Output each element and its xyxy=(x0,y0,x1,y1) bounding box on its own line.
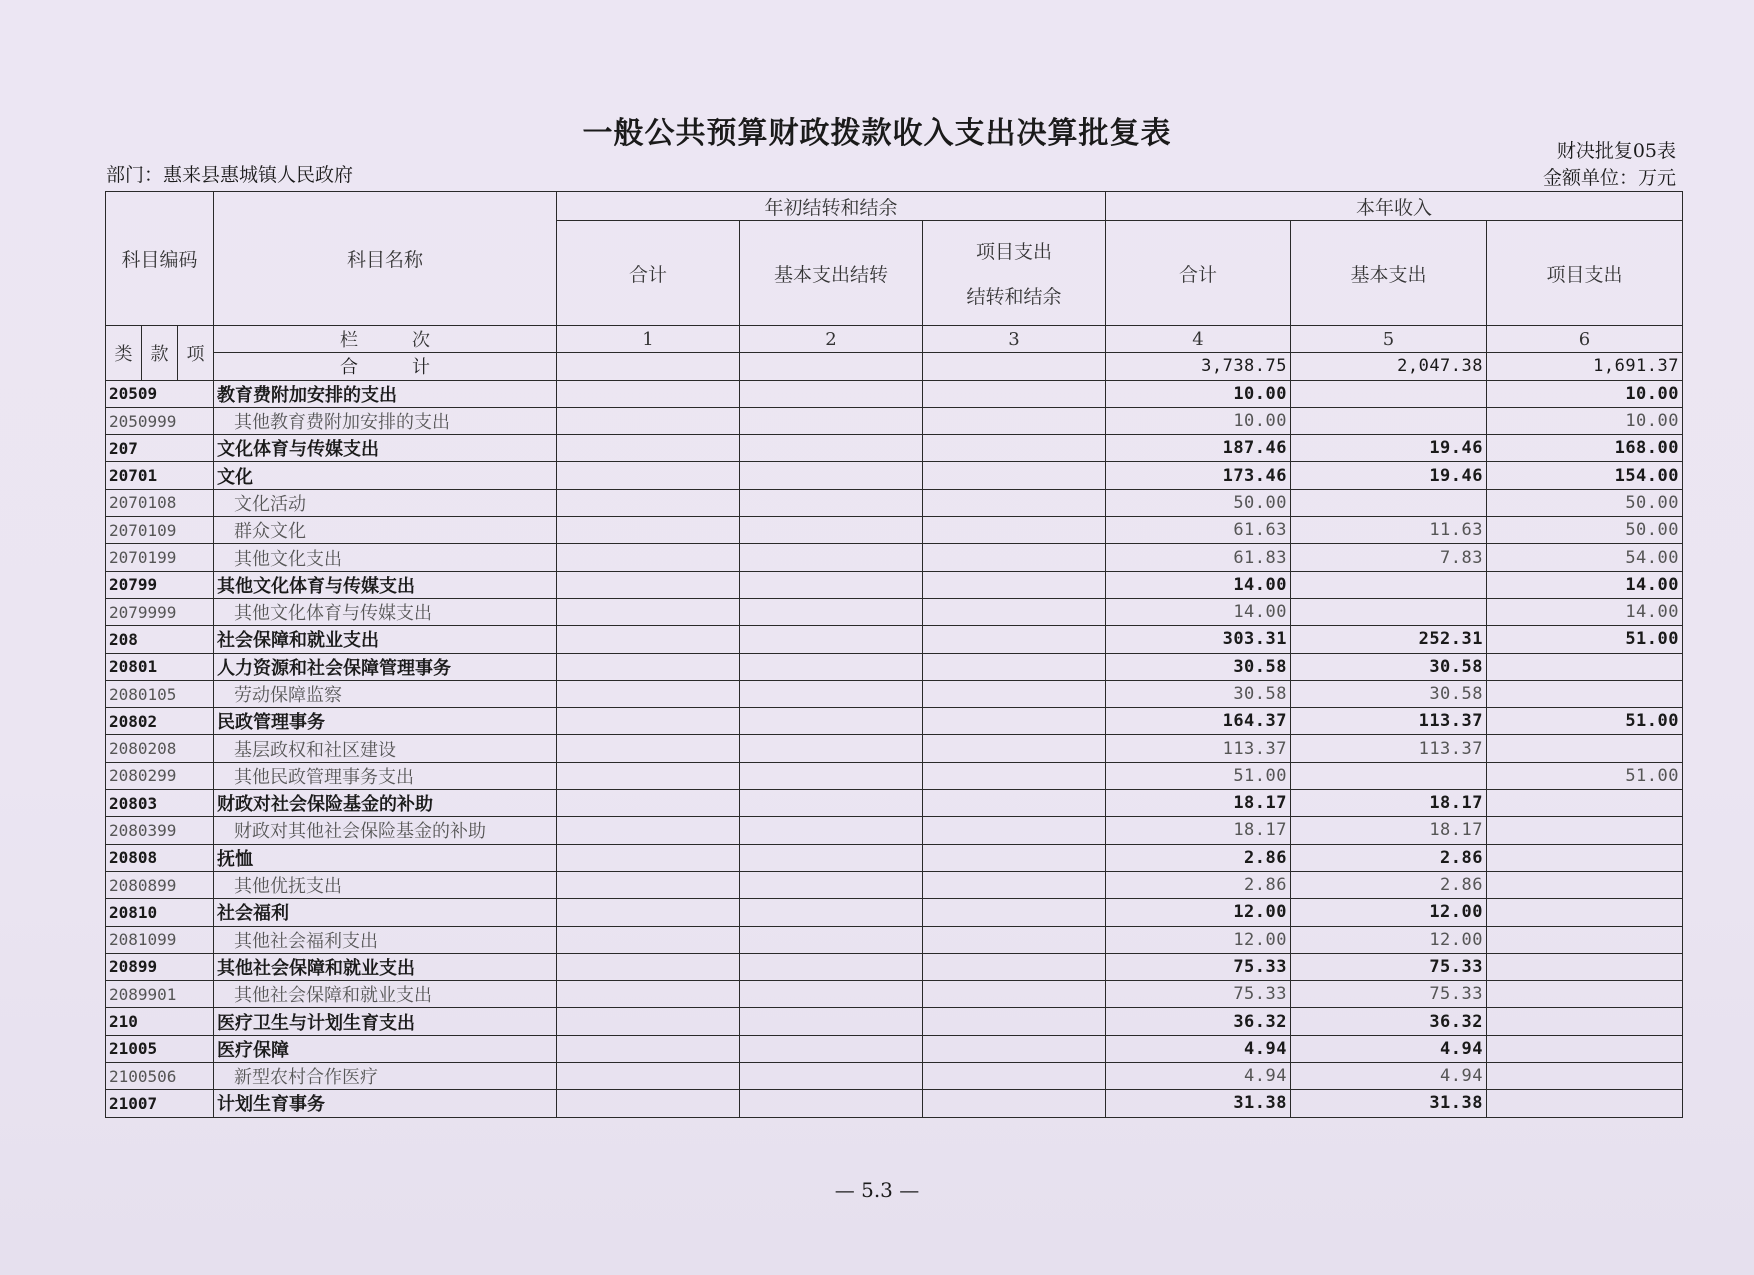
table-row xyxy=(106,817,1683,844)
row-c1 xyxy=(557,926,740,953)
row-c1 xyxy=(557,626,740,653)
row-c4: 2.86 xyxy=(1106,871,1291,898)
row-c2 xyxy=(740,790,923,817)
row-code: 2070109 xyxy=(106,517,214,544)
row-c5: 2.86 xyxy=(1291,871,1487,898)
row-c4: 14.00 xyxy=(1106,598,1291,625)
total-c1 xyxy=(557,353,740,380)
colnum-5: 5 xyxy=(1291,326,1487,353)
table-row xyxy=(106,380,1683,407)
row-c1 xyxy=(557,871,740,898)
header-code: 科目编码 xyxy=(106,192,214,326)
row-c4: 12.00 xyxy=(1106,899,1291,926)
total-row xyxy=(106,353,1683,380)
row-c1 xyxy=(557,462,740,489)
header-c5: 基本支出 xyxy=(1291,221,1487,326)
row-c6: 50.00 xyxy=(1487,517,1683,544)
row-c4: 4.94 xyxy=(1106,1063,1291,1090)
colnum-6: 6 xyxy=(1487,326,1683,353)
row-c3 xyxy=(923,380,1106,407)
row-code: 207 xyxy=(106,435,214,462)
row-c5: 36.32 xyxy=(1291,1008,1487,1035)
row-c5: 19.46 xyxy=(1291,462,1487,489)
table-row xyxy=(106,489,1683,516)
row-c6: 154.00 xyxy=(1487,462,1683,489)
table-row xyxy=(106,435,1683,462)
row-c3 xyxy=(923,926,1106,953)
budget-table xyxy=(105,191,1683,1118)
row-c3 xyxy=(923,489,1106,516)
row-name: 医疗卫生与计划生育支出 xyxy=(214,1008,557,1035)
row-c1 xyxy=(557,489,740,516)
row-c3 xyxy=(923,626,1106,653)
row-c5 xyxy=(1291,762,1487,789)
row-name: 基层政权和社区建设 xyxy=(214,735,557,762)
row-c6 xyxy=(1487,817,1683,844)
row-c1 xyxy=(557,1035,740,1062)
table-row xyxy=(106,462,1683,489)
row-c4: 61.63 xyxy=(1106,517,1291,544)
row-c6 xyxy=(1487,871,1683,898)
row-c6 xyxy=(1487,735,1683,762)
table-row xyxy=(106,735,1683,762)
table-row xyxy=(106,626,1683,653)
row-c5 xyxy=(1291,489,1487,516)
row-c5: 12.00 xyxy=(1291,926,1487,953)
row-code: 2089901 xyxy=(106,981,214,1008)
row-c4: 113.37 xyxy=(1106,735,1291,762)
row-c1 xyxy=(557,517,740,544)
row-c1 xyxy=(557,380,740,407)
row-code: 20810 xyxy=(106,899,214,926)
table-row xyxy=(106,790,1683,817)
row-c4: 303.31 xyxy=(1106,626,1291,653)
row-c4: 12.00 xyxy=(1106,926,1291,953)
row-name: 民政管理事务 xyxy=(214,708,557,735)
row-code: 20899 xyxy=(106,953,214,980)
row-c6: 51.00 xyxy=(1487,762,1683,789)
row-c1 xyxy=(557,953,740,980)
row-c5: 31.38 xyxy=(1291,1090,1487,1117)
row-c3 xyxy=(923,680,1106,707)
row-c4: 75.33 xyxy=(1106,981,1291,1008)
table-row xyxy=(106,517,1683,544)
row-name: 其他教育费附加安排的支出 xyxy=(214,407,557,434)
table-row xyxy=(106,953,1683,980)
table-row xyxy=(106,680,1683,707)
row-name: 计划生育事务 xyxy=(214,1090,557,1117)
header-group-income: 本年收入 xyxy=(1106,192,1683,221)
row-c4: 173.46 xyxy=(1106,462,1291,489)
row-c6: 168.00 xyxy=(1487,435,1683,462)
row-c2 xyxy=(740,762,923,789)
row-c4: 10.00 xyxy=(1106,380,1291,407)
table-row xyxy=(106,571,1683,598)
row-c1 xyxy=(557,708,740,735)
table-row xyxy=(106,981,1683,1008)
row-c2 xyxy=(740,926,923,953)
row-c5: 19.46 xyxy=(1291,435,1487,462)
row-c2 xyxy=(740,544,923,571)
header-c1: 合计 xyxy=(557,221,740,326)
table-row xyxy=(106,708,1683,735)
row-name: 其他社会保障和就业支出 xyxy=(214,953,557,980)
row-c4: 4.94 xyxy=(1106,1035,1291,1062)
row-c4: 18.17 xyxy=(1106,790,1291,817)
row-code: 20799 xyxy=(106,571,214,598)
header-lei-kuan-xiang xyxy=(106,326,214,381)
row-c3 xyxy=(923,407,1106,434)
row-c4: 164.37 xyxy=(1106,708,1291,735)
row-c3 xyxy=(923,653,1106,680)
row-name: 财政对社会保险基金的补助 xyxy=(214,790,557,817)
row-c4: 50.00 xyxy=(1106,489,1291,516)
row-c3 xyxy=(923,762,1106,789)
row-c5 xyxy=(1291,598,1487,625)
row-c6: 50.00 xyxy=(1487,489,1683,516)
row-code: 20701 xyxy=(106,462,214,489)
row-c4: 31.38 xyxy=(1106,1090,1291,1117)
row-c6 xyxy=(1487,899,1683,926)
row-name: 抚恤 xyxy=(214,844,557,871)
colnum-1: 1 xyxy=(557,326,740,353)
row-c1 xyxy=(557,1063,740,1090)
row-c5: 30.58 xyxy=(1291,680,1487,707)
row-name: 其他民政管理事务支出 xyxy=(214,762,557,789)
row-c3 xyxy=(923,1035,1106,1062)
row-c3 xyxy=(923,708,1106,735)
row-c4: 14.00 xyxy=(1106,571,1291,598)
row-code: 2100506 xyxy=(106,1063,214,1090)
table-row xyxy=(106,762,1683,789)
row-c4: 51.00 xyxy=(1106,762,1291,789)
total-c5: 2,047.38 xyxy=(1291,353,1487,380)
row-c3 xyxy=(923,544,1106,571)
row-c1 xyxy=(557,407,740,434)
row-code: 20803 xyxy=(106,790,214,817)
amount-unit: 金额单位：万元 xyxy=(1542,167,1676,189)
row-c6 xyxy=(1487,1063,1683,1090)
form-code: 财决批复05表 xyxy=(1556,140,1676,162)
row-code: 208 xyxy=(106,626,214,653)
row-code: 2080105 xyxy=(106,680,214,707)
row-name: 新型农村合作医疗 xyxy=(214,1063,557,1090)
row-c6: 14.00 xyxy=(1487,571,1683,598)
row-c2 xyxy=(740,626,923,653)
row-c5: 113.37 xyxy=(1291,735,1487,762)
row-c6 xyxy=(1487,1090,1683,1117)
row-c6 xyxy=(1487,844,1683,871)
row-c3 xyxy=(923,953,1106,980)
row-c6: 14.00 xyxy=(1487,598,1683,625)
header-c3-line1: 项目支出 xyxy=(975,241,1052,263)
row-name: 社会保障和就业支出 xyxy=(214,626,557,653)
row-c5: 75.33 xyxy=(1291,981,1487,1008)
row-c1 xyxy=(557,735,740,762)
page-number: — 5.3 — xyxy=(834,1178,920,1202)
header-c2: 基本支出结转 xyxy=(740,221,923,326)
row-name: 文化活动 xyxy=(214,489,557,516)
row-c6: 10.00 xyxy=(1487,407,1683,434)
row-c4: 30.58 xyxy=(1106,653,1291,680)
row-c3 xyxy=(923,735,1106,762)
row-c3 xyxy=(923,462,1106,489)
table-row xyxy=(106,1008,1683,1035)
row-code: 21007 xyxy=(106,1090,214,1117)
row-c4: 30.58 xyxy=(1106,680,1291,707)
row-name: 文化体育与传媒支出 xyxy=(214,435,557,462)
row-c6: 51.00 xyxy=(1487,708,1683,735)
row-c2 xyxy=(740,735,923,762)
row-c3 xyxy=(923,844,1106,871)
row-c1 xyxy=(557,1090,740,1117)
total-c2 xyxy=(740,353,923,380)
row-code: 2080299 xyxy=(106,762,214,789)
row-name: 其他优抚支出 xyxy=(214,871,557,898)
header-lanci: 栏 次 xyxy=(214,326,557,353)
row-c1 xyxy=(557,653,740,680)
row-c5 xyxy=(1291,380,1487,407)
table-row xyxy=(106,871,1683,898)
row-c1 xyxy=(557,680,740,707)
row-c1 xyxy=(557,571,740,598)
row-c5: 12.00 xyxy=(1291,899,1487,926)
row-c2 xyxy=(740,1063,923,1090)
department-label: 部门：惠来县惠城镇人民政府 xyxy=(106,164,354,186)
row-c2 xyxy=(740,598,923,625)
row-c6 xyxy=(1487,653,1683,680)
row-c1 xyxy=(557,598,740,625)
row-c5: 7.83 xyxy=(1291,544,1487,571)
total-c4: 3,738.75 xyxy=(1106,353,1291,380)
table-row xyxy=(106,926,1683,953)
row-c1 xyxy=(557,844,740,871)
row-c6 xyxy=(1487,680,1683,707)
row-c2 xyxy=(740,462,923,489)
row-c2 xyxy=(740,407,923,434)
row-c5: 30.58 xyxy=(1291,653,1487,680)
row-name: 其他文化支出 xyxy=(214,544,557,571)
row-c1 xyxy=(557,899,740,926)
header-xiang: 项 xyxy=(186,343,205,365)
row-c6 xyxy=(1487,953,1683,980)
row-c3 xyxy=(923,790,1106,817)
row-name: 教育费附加安排的支出 xyxy=(214,380,557,407)
table-row xyxy=(106,1090,1683,1117)
row-c5: 2.86 xyxy=(1291,844,1487,871)
row-c1 xyxy=(557,817,740,844)
row-c6: 10.00 xyxy=(1487,380,1683,407)
row-c2 xyxy=(740,899,923,926)
total-label: 合 计 xyxy=(214,353,557,380)
row-c3 xyxy=(923,435,1106,462)
row-name: 群众文化 xyxy=(214,517,557,544)
row-c5 xyxy=(1291,407,1487,434)
row-c2 xyxy=(740,680,923,707)
row-code: 2080208 xyxy=(106,735,214,762)
table-row xyxy=(106,844,1683,871)
header-kuan: 款 xyxy=(141,326,177,380)
row-c2 xyxy=(740,817,923,844)
row-c3 xyxy=(923,571,1106,598)
table-row xyxy=(106,899,1683,926)
colnum-2: 2 xyxy=(740,326,923,353)
row-c4: 18.17 xyxy=(1106,817,1291,844)
table-row xyxy=(106,544,1683,571)
row-c3 xyxy=(923,871,1106,898)
row-c6 xyxy=(1487,926,1683,953)
table-row xyxy=(106,598,1683,625)
colnum-4: 4 xyxy=(1106,326,1291,353)
row-c4: 75.33 xyxy=(1106,953,1291,980)
row-c3 xyxy=(923,1090,1106,1117)
row-c6 xyxy=(1487,1035,1683,1062)
row-c5: 75.33 xyxy=(1291,953,1487,980)
row-c2 xyxy=(740,871,923,898)
row-c1 xyxy=(557,435,740,462)
row-code: 20509 xyxy=(106,380,214,407)
row-name: 社会福利 xyxy=(214,899,557,926)
row-c3 xyxy=(923,517,1106,544)
row-c2 xyxy=(740,380,923,407)
row-c5: 252.31 xyxy=(1291,626,1487,653)
row-code: 20802 xyxy=(106,708,214,735)
row-code: 21005 xyxy=(106,1035,214,1062)
row-c3 xyxy=(923,1008,1106,1035)
row-c3 xyxy=(923,598,1106,625)
row-c2 xyxy=(740,435,923,462)
row-c5: 113.37 xyxy=(1291,708,1487,735)
row-code: 2070108 xyxy=(106,489,214,516)
row-c2 xyxy=(740,1035,923,1062)
row-c2 xyxy=(740,708,923,735)
row-c5: 18.17 xyxy=(1291,790,1487,817)
row-c4: 61.83 xyxy=(1106,544,1291,571)
row-name: 其他文化体育与传媒支出 xyxy=(214,598,557,625)
row-c3 xyxy=(923,981,1106,1008)
row-code: 2079999 xyxy=(106,598,214,625)
row-c3 xyxy=(923,899,1106,926)
row-c2 xyxy=(740,981,923,1008)
header-group-carryover: 年初结转和结余 xyxy=(557,192,1106,221)
row-c6: 51.00 xyxy=(1487,626,1683,653)
row-c2 xyxy=(740,953,923,980)
row-code: 2080899 xyxy=(106,871,214,898)
row-name: 医疗保障 xyxy=(214,1035,557,1062)
row-c5: 18.17 xyxy=(1291,817,1487,844)
header-c3 xyxy=(923,221,1106,326)
table-row xyxy=(106,407,1683,434)
row-name: 人力资源和社会保障管理事务 xyxy=(214,653,557,680)
row-c6 xyxy=(1487,790,1683,817)
row-c1 xyxy=(557,1008,740,1035)
header-name: 科目名称 xyxy=(214,192,557,326)
row-c1 xyxy=(557,981,740,1008)
row-code: 20808 xyxy=(106,844,214,871)
row-c1 xyxy=(557,544,740,571)
row-code: 2070199 xyxy=(106,544,214,571)
row-c3 xyxy=(923,1063,1106,1090)
header-c6: 项目支出 xyxy=(1487,221,1683,326)
table-row xyxy=(106,1035,1683,1062)
row-c5: 11.63 xyxy=(1291,517,1487,544)
row-c6 xyxy=(1487,1008,1683,1035)
row-c2 xyxy=(740,517,923,544)
row-c5: 4.94 xyxy=(1291,1035,1487,1062)
row-c2 xyxy=(740,1090,923,1117)
row-c2 xyxy=(740,571,923,598)
total-c3 xyxy=(923,353,1106,380)
row-c2 xyxy=(740,489,923,516)
row-c4: 187.46 xyxy=(1106,435,1291,462)
row-c2 xyxy=(740,653,923,680)
header-c3-line2: 结转和结余 xyxy=(966,286,1062,308)
row-c1 xyxy=(557,790,740,817)
row-name: 其他社会保障和就业支出 xyxy=(214,981,557,1008)
row-name: 财政对其他社会保险基金的补助 xyxy=(214,817,557,844)
row-code: 20801 xyxy=(106,653,214,680)
row-c4: 10.00 xyxy=(1106,407,1291,434)
row-c2 xyxy=(740,1008,923,1035)
row-name: 劳动保障监察 xyxy=(214,680,557,707)
row-code: 2080399 xyxy=(106,817,214,844)
row-c2 xyxy=(740,844,923,871)
row-code: 2081099 xyxy=(106,926,214,953)
row-name: 文化 xyxy=(214,462,557,489)
row-c4: 2.86 xyxy=(1106,844,1291,871)
row-code: 2050999 xyxy=(106,407,214,434)
page-title: 一般公共预算财政拨款收入支出决算批复表 xyxy=(582,116,1172,151)
table-row xyxy=(106,653,1683,680)
row-c3 xyxy=(923,817,1106,844)
row-c5: 4.94 xyxy=(1291,1063,1487,1090)
table-row xyxy=(106,1063,1683,1090)
total-c6: 1,691.37 xyxy=(1487,353,1683,380)
row-c1 xyxy=(557,762,740,789)
row-name: 其他社会福利支出 xyxy=(214,926,557,953)
row-c5 xyxy=(1291,571,1487,598)
row-name: 其他文化体育与传媒支出 xyxy=(214,571,557,598)
row-c6 xyxy=(1487,981,1683,1008)
header-c4: 合计 xyxy=(1106,221,1291,326)
row-code: 210 xyxy=(106,1008,214,1035)
header-lei: 类 xyxy=(106,326,141,380)
row-c4: 36.32 xyxy=(1106,1008,1291,1035)
colnum-3: 3 xyxy=(923,326,1106,353)
row-c6: 54.00 xyxy=(1487,544,1683,571)
